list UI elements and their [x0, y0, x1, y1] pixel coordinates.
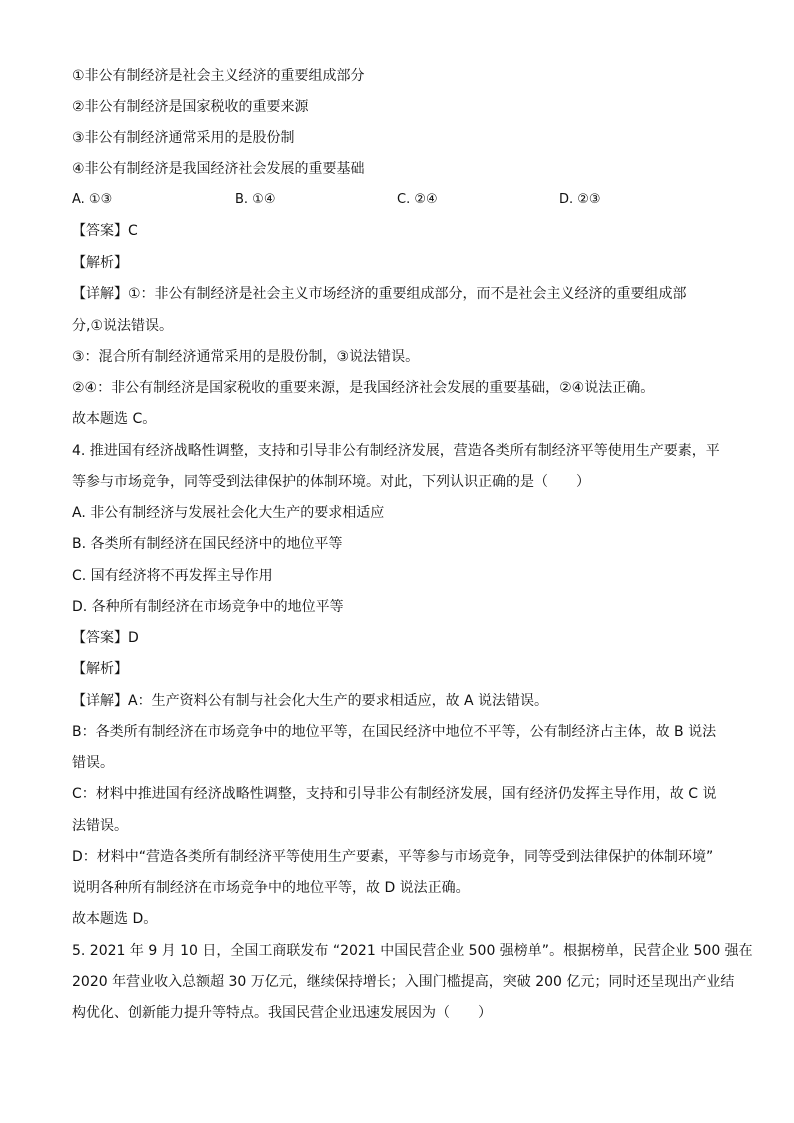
q4-detail-line: 法错误。 — [72, 818, 128, 834]
q4-option-b: B. 各类所有制经济在国民经济中的地位平等 — [72, 536, 343, 552]
q4-detail-line: 错误。 — [72, 755, 114, 771]
q3-statement-4: ④非公有制经济是我国经济社会发展的重要基础 — [72, 161, 365, 177]
q4-option-a: A. 非公有制经济与发展社会化大生产的要求相适应 — [72, 505, 385, 521]
q3-statement-2: ②非公有制经济是国家税收的重要来源 — [72, 99, 309, 115]
q5-stem-line: 5. 2021 年 9 月 10 日，全国工商联发布 “2021 中国民营企业 500 强榜单”。根据榜单，民营企业 500 强在 — [72, 943, 753, 959]
q3-detail-line: ②④：非公有制经济是国家税收的重要来源，是我国经济社会发展的重要基础，②④说法正确。 — [72, 380, 655, 396]
q3-detail-line: ③：混合所有制经济通常采用的是股份制，③说法错误。 — [72, 349, 420, 365]
q3-option-d: D. ②③ — [559, 192, 601, 207]
q4-detail-line: 故本题选 D。 — [72, 911, 158, 927]
q4-option-d: D. 各种所有制经济在市场竞争中的地位平等 — [72, 599, 344, 615]
q4-analysis-heading: 【解析】 — [72, 661, 128, 677]
q4-detail-line: D：材料中“营造各类所有制经济平等使用生产要素，平等参与市场竞争，同等受到法律保护的体制环境” — [72, 849, 714, 865]
q4-answer: 【答案】D — [72, 630, 139, 646]
q3-option-b: B. ①④ — [235, 192, 276, 207]
q3-option-a: A. ①③ — [72, 192, 113, 207]
q3-answer: 【答案】C — [72, 223, 138, 239]
q3-options — [72, 190, 732, 210]
q3-detail-line: 故本题选 C。 — [72, 411, 157, 427]
q3-statement-1: ①非公有制经济是社会主义经济的重要组成部分 — [72, 68, 365, 84]
q5-stem-line: 构优化、创新能力提升等特点。我国民营企业迅速发展因为（ ） — [72, 1005, 492, 1021]
q4-detail-line: 说明各种所有制经济在市场竞争中的地位平等，故 D 说法正确。 — [72, 880, 470, 896]
q5-stem-line: 2020 年营业收入总额超 30 万亿元，继续保持增长；入围门槛提高，突破 200 亿元；同时还呈现出产业结 — [72, 974, 735, 990]
q4-stem-line: 等参与市场竞争，同等受到法律保护的体制环境。对此，下列认识正确的是（ ） — [72, 474, 590, 490]
q4-detail-line: 【详解】A：生产资料公有制与社会化大生产的要求相适应，故 A 说法错误。 — [72, 693, 549, 709]
q3-option-c: C. ②④ — [397, 192, 438, 207]
q4-detail-line: C：材料中推进国有经济战略性调整，支持和引导非公有制经济发展，国有经济仍发挥主导作用，故 C 说 — [72, 786, 717, 802]
q3-analysis-heading: 【解析】 — [72, 255, 128, 271]
q4-stem-line: 4. 推进国有经济战略性调整，支持和引导非公有制经济发展，营造各类所有制经济平等使用生产要素，平 — [72, 443, 720, 459]
q3-detail-line: 【详解】①：非公有制经济是社会主义市场经济的重要组成部分，而不是社会主义经济的重要组成部 — [72, 286, 687, 302]
q3-detail-line: 分,①说法错误。 — [72, 318, 174, 334]
q4-option-c: C. 国有经济将不再发挥主导作用 — [72, 568, 273, 584]
q3-statement-3: ③非公有制经济通常采用的是股份制 — [72, 130, 295, 146]
q4-detail-line: B：各类所有制经济在市场竞争中的地位平等，在国民经济中地位不平等，公有制经济占主体，故 B 说法 — [72, 724, 717, 740]
